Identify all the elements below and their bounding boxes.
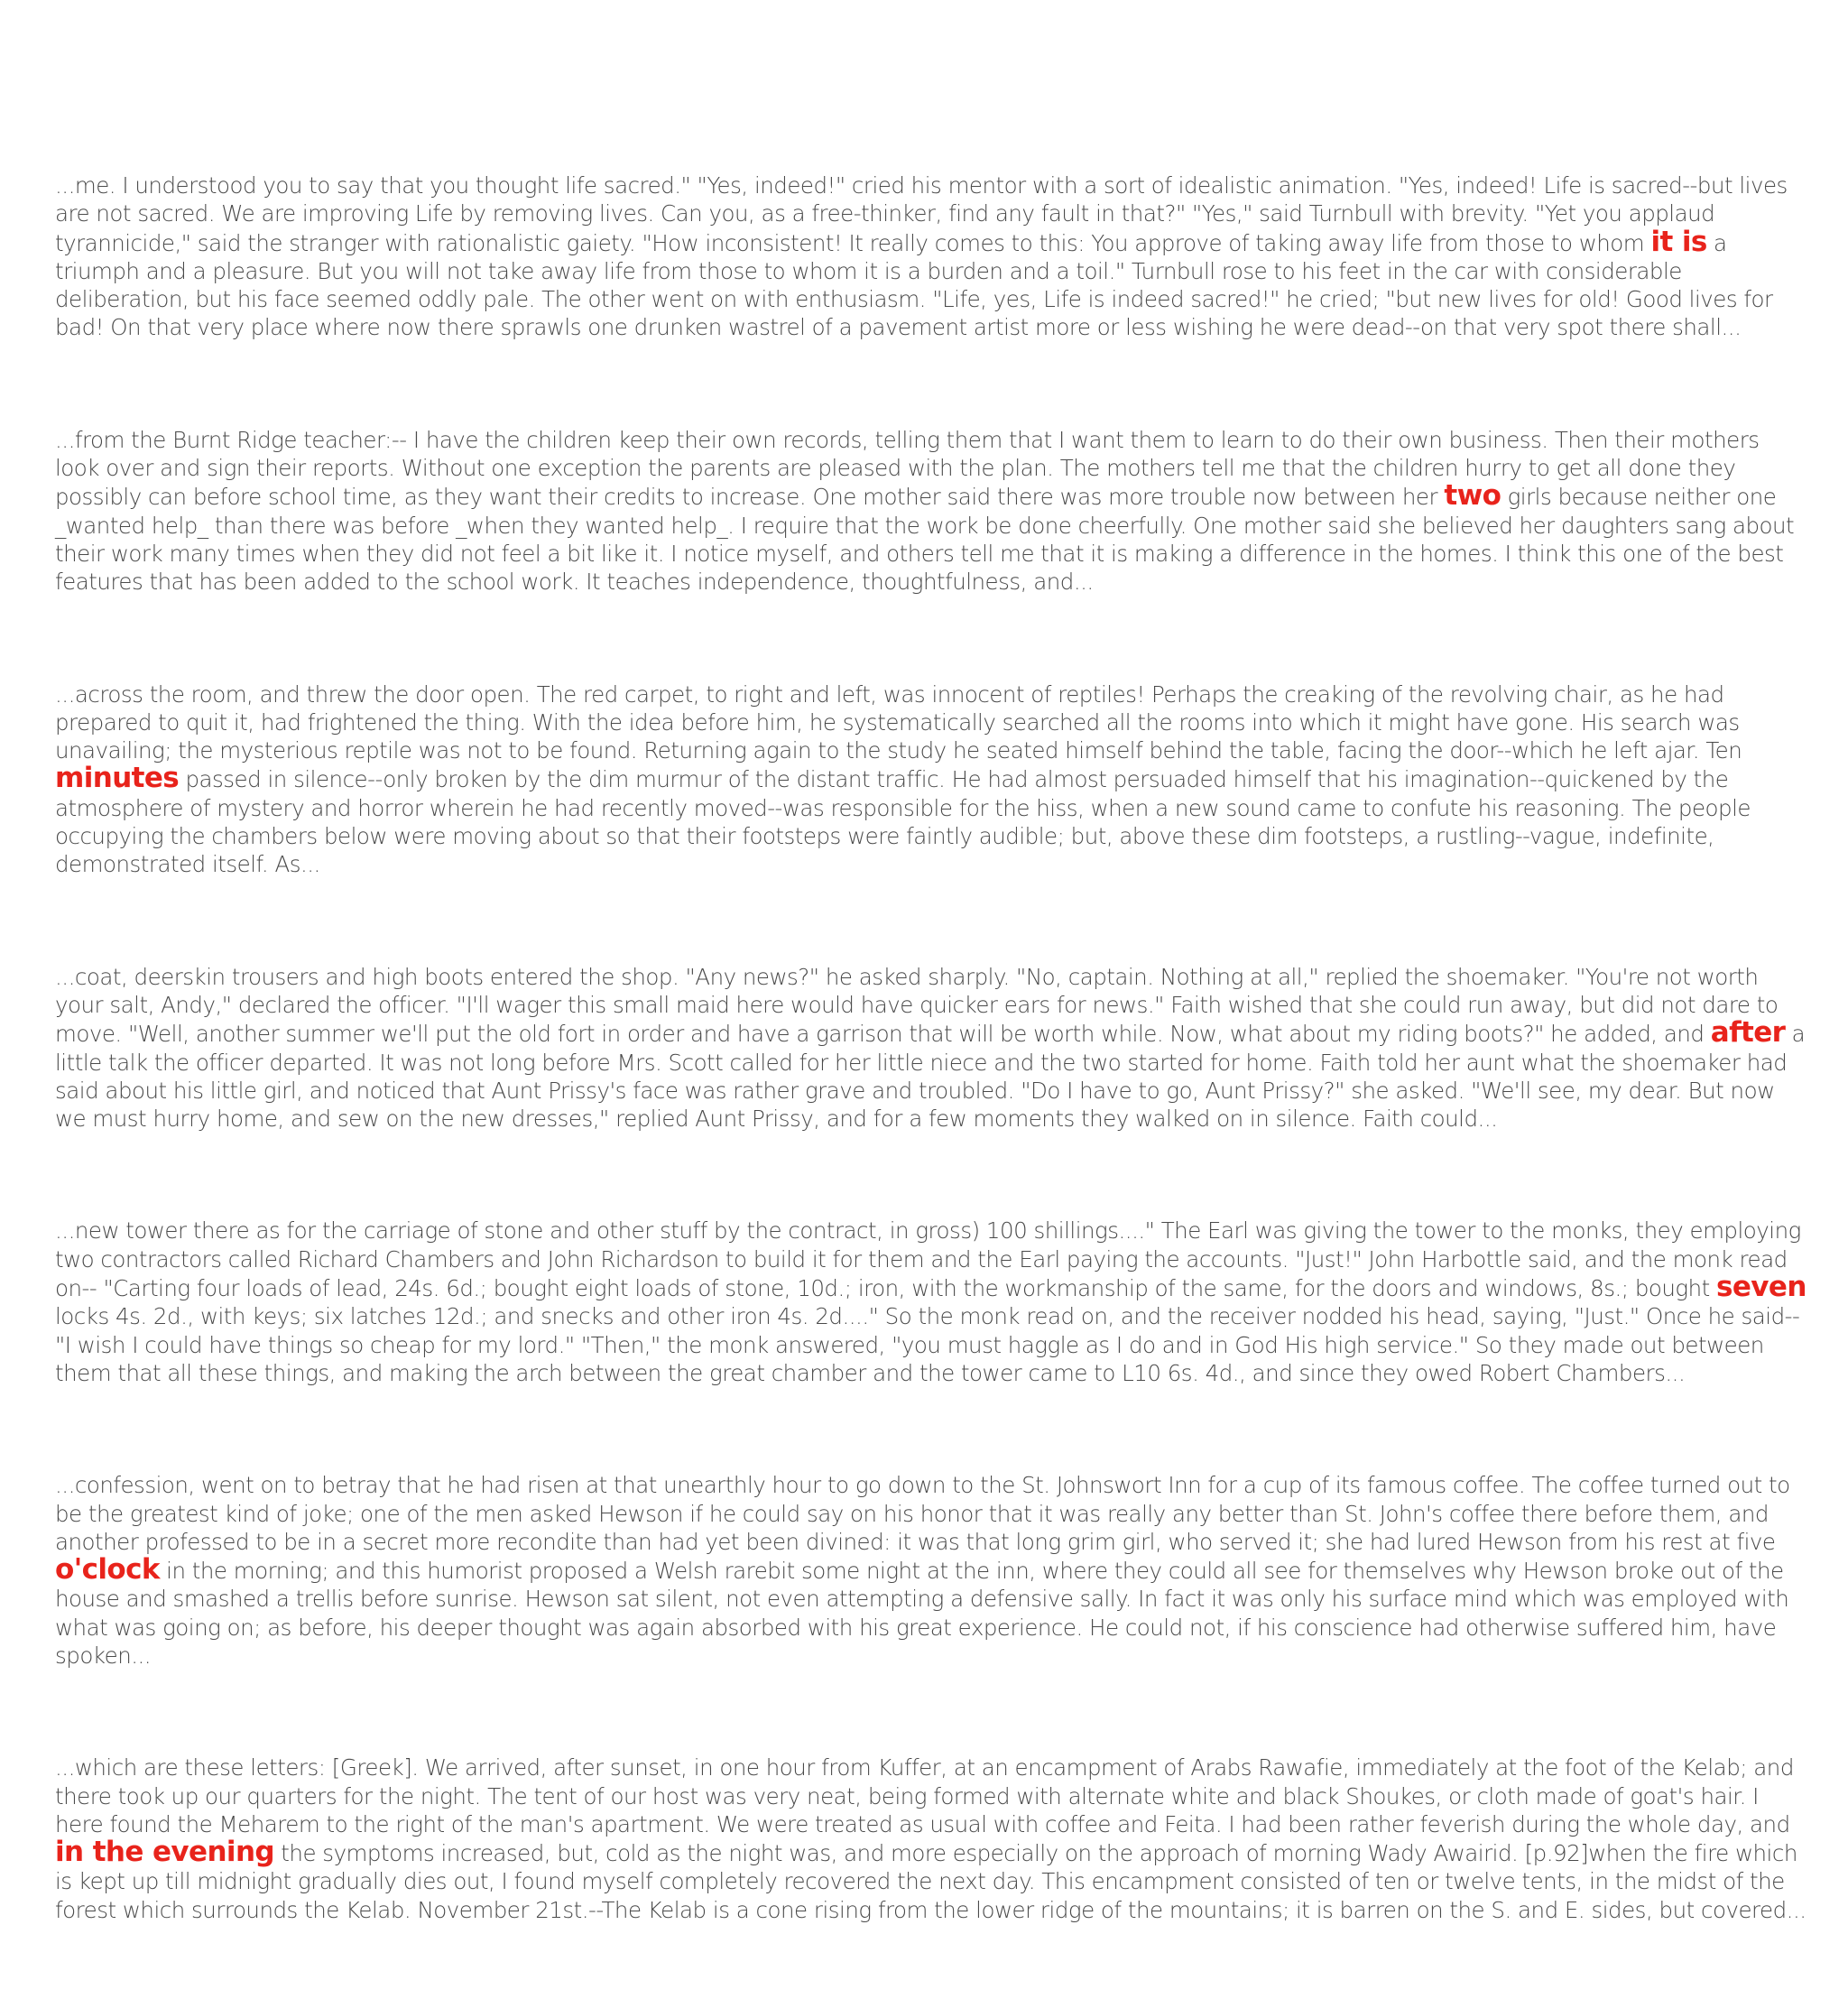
highlighted-phrase: o'clock [55,1553,160,1587]
highlighted-phrase: after [1710,1016,1786,1050]
passage-3 [55,680,1809,879]
passage-text-after: a triumph and a pleasure. But you will not take away life from those to whom it is a burden and a toil." Turnbull rose to his feet in the car with considerable deliberation, but his face seemed oddly pale. The other went on with enthusiasm. "Life, yes, Life is indeed sacred!" he cried; "but new lives for old! Good lives for bad! On that very place where now there sprawls one drunken wastrel of a pavement artist more or less wishing he were dead--on that very spot there shall... [55,229,1773,341]
passage-6 [55,1471,1809,1670]
passage-text-before: ...confession, went on to betray that he had risen at that unearthly hour to go down to the St. Johnswort Inn for a cup of its famous coffee. The coffee turned out to be the greatest kind of joke; one of the men asked Hewson if he could say on his honor that it was really any better than St. John's coffee there before them, and another professed to be in a secret more recondite than had yet been divined: it was that long grim girl, who served it; she had lured Hewson from his rest at five [55,1472,1790,1555]
passage-text-before: ...from the Burnt Ridge teacher:-- I have the children keep their own records, telling them that I want them to learn to do their own business. Then their mothers look over and sign their reports. Without one exception the parents are pleased with the plan. The mothers tell me that the children hurry to get all done they possibly can before school time, as they want their credits to increase. One mother said there was more trouble now between her [55,426,1760,511]
passage-text-before: ...me. I understood you to say that you thought life sacred." "Yes, indeed!" cried his mentor with a sort of idealistic animation. "Yes, indeed! Life is sacred--but lives are not sacred. We are improving Life by removing lives. Can you, as a free-thinker, find any fault in that?" "Yes," said Turnbull with brevity. "Yet you applaud tyrannicide," said the stranger with rationalistic gaiety. "How inconsistent! It really comes to this: You approve of taking away life from those to whom [55,172,1788,256]
highlighted-phrase: two [1444,479,1502,513]
passage-text-before: ...which are these letters: [Greek]. We arrived, after sunset, in one hour from Kuffer, at an encampment of Arabs Rawafie, immediately at the foot of the Kelab; and there took up our quarters for the night. The tent of our host was very neat, being formed with alternate white and black Shoukes, or cloth made of goat's hair. I here found the Meharem to the right of the man's apartment. We were treated as usual with coffee and Feita. I had been rather feverish during the whole day, and [55,1754,1794,1837]
passage-text-before: ...across the room, and threw the door open. The red carpet, to right and left, was innocent of reptiles! Perhaps the creaking of the revolving chair, as he had prepared to quit it, had frightened the thing. With the idea before him, he systematically searched all the rooms into which it might have gone. His search was unavailing; the mysterious reptile was not to be found. Returning again to the study he seated himself behind the table, facing the door--which he left ajar. Ten [55,680,1742,764]
passage-text-after: girls because neither one _wanted help_ than there was before _when they wanted help_. I require that the work be done cheerfully. One mother said she believed her daughters sang about their work many times when they did not feel a bit like it. I notice myself, and others tell me that it is making a difference in the homes. I think this one of the best features that has been added to the school work. It teaches independence, thoughtfulness, and... [55,484,1795,596]
passage-text-after: a little talk the officer departed. It was not long before Mrs. Scott called for her little niece and the two started for home. Faith told her aunt what the shoemaker had said about his little girl, and noticed that Aunt Prissy's face was rather grave and troubled. "Do I have to go, Aunt Prissy?" she asked. "We'll see, my dear. But now we must hurry home, and sew on the new dresses," replied Aunt Prissy, and for a few moments they walked on in silence. Faith could... [55,1021,1806,1133]
passage-text-after: locks 4s. 2d., with keys; six latches 12d.; and snecks and other iron 4s. 2d...." So the monk read on, and the receiver nodded his head, saying, "Just." Once he said-- "I wish I could have things so cheap for my lord." "Then," the monk answered, "you must haggle as I do and in God His high service." So they made out between them that all these things, and making the arch between the great chamber and the tower came to L10 6s. 4d., and since they owed Robert Chambers... [55,1303,1800,1386]
document-page [55,171,1809,2008]
highlighted-phrase: minutes [55,762,180,795]
passage-2 [55,426,1809,597]
passage-4 [55,963,1809,1134]
passage-text-after: in the morning; and this humorist proposed a Welsh rarebit some night at the inn, where they could all see for themselves why Hewson broke out of the house and smashed a trellis before sunrise. Hewson sat silent, not even attempting a defensive sally. In fact it was only his surface mind which was employed with what was going on; as before, his deeper thought was again absorbed with his great experience. He could not, if his conscience had otherwise suffered him, have spoken... [55,1558,1789,1669]
highlighted-phrase: in the evening [55,1836,275,1869]
passage-text-before: ...new tower there as for the carriage of stone and other stuff by the contract, in gross) 100 shillings...." The Earl was giving the tower to the monks, they employing two contractors called Richard Chambers and John Richardson to build it for them and the Earl paying the accounts. "Just!" John Harbottle said, and the monk read on-- "Carting four loads of lead, 24s. 6d.; bought eight loads of stone, 10d.; iron, with the workmanship of the same, for the doors and windows, 8s.; bought [55,1217,1801,1302]
passage-1 [55,171,1809,342]
passage-text-before: ...coat, deerskin trousers and high boots entered the shop. "Any news?" he asked sharply. "No, captain. Nothing at all," replied the shoemaker. "You're not worth your salt, Andy," declared the officer. "I'll wager this small maid here would have quicker ears for news." Faith wished that she could run away, but did not dare to move. "Well, another summer we'll put the old fort in order and have a garrison that will be worth while. Now, what about my riding boots?" he added, and [55,963,1779,1048]
passage-5 [55,1217,1809,1387]
passage-text-after: passed in silence--only broken by the dim murmur of the distant traffic. He had almost persuaded himself that his imagination--quickened by the atmosphere of mystery and horror wherein he had recently moved--was responsible for the hiss, when a new sound came to confute his reasoning. The people occupying the chambers below were moving about so that their footsteps were faintly audible; but, above these dim footsteps, a rustling--vague, indefinite, demonstrated itself. As... [55,766,1751,878]
passage-text-after: the symptoms increased, but, cold as the night was, and more especially on the approach of morning Wady Awairid. [p.92]when the fire which is kept up till midnight gradually dies out, I found myself completely recovered the next day. This encampment consisted of ten or twelve tents, in the midst of the forest which surrounds the Kelab. November 21st.--The Kelab is a cone rising from the lower ridge of the mountains; it is barren on the S. and E. sides, but covered... [55,1840,1806,1923]
passage-7 [55,1754,1809,1924]
highlighted-phrase: it is [1650,225,1707,258]
highlighted-phrase: seven [1716,1271,1806,1304]
